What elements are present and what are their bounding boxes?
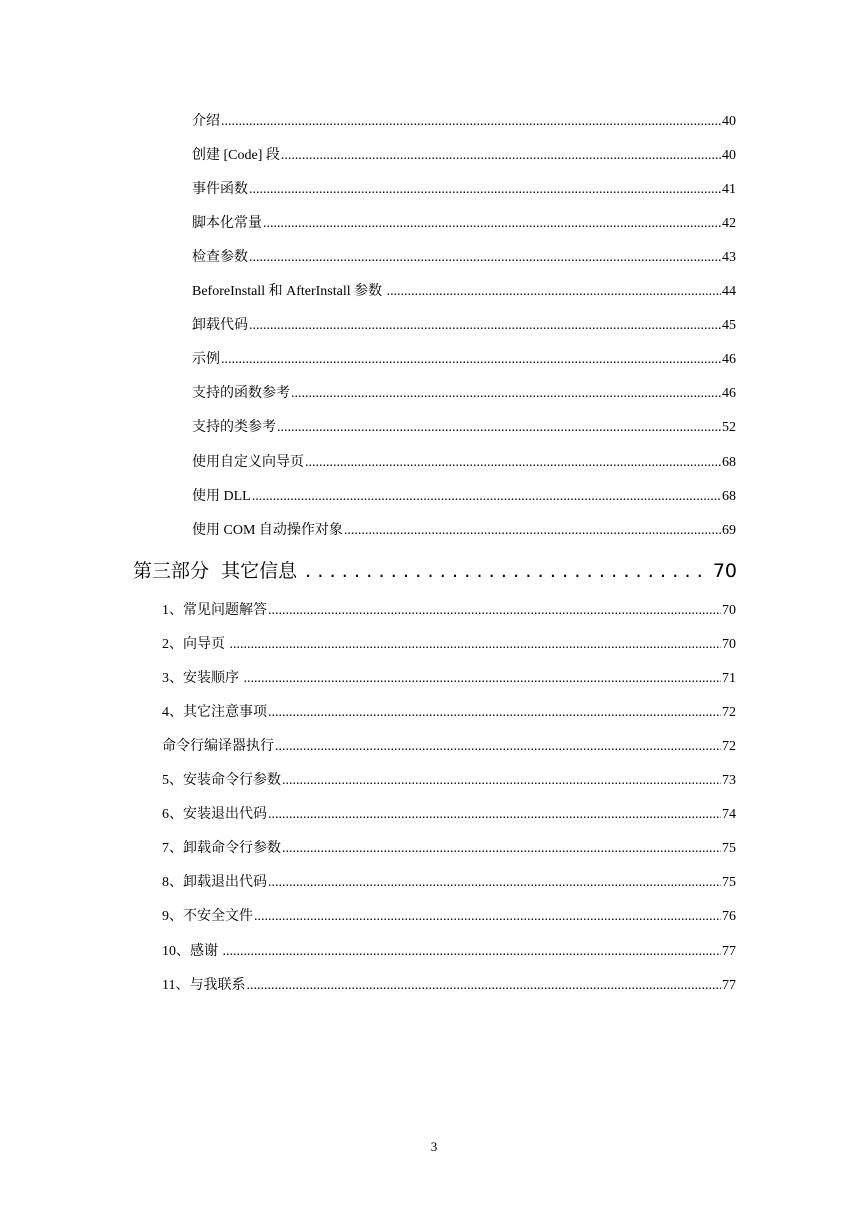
toc-entry[interactable]: [162, 908, 736, 926]
toc-entry-label: 4、其它注意事项: [162, 705, 267, 720]
toc-entry[interactable]: [162, 670, 736, 688]
toc-entry-label: 6、安装退出代码: [162, 807, 267, 822]
toc-entry-page: 71: [722, 671, 736, 686]
dot-leader: [252, 488, 721, 506]
toc-entry-page: 45: [722, 318, 736, 333]
dot-leader: [291, 385, 721, 403]
dot-leader: [249, 181, 721, 199]
toc-part-label: 第三部分 其它信息: [133, 560, 298, 582]
toc-entry-label: 创建 [Code] 段: [192, 148, 280, 163]
dot-leader: [282, 840, 721, 858]
toc-entry-label: 卸载代码: [192, 318, 248, 333]
toc-entry-page: 77: [722, 978, 736, 993]
dot-leader: [282, 772, 721, 790]
dot-leader: [244, 670, 722, 688]
toc-entry[interactable]: [162, 874, 736, 892]
dot-leader: [263, 215, 721, 233]
toc-entry-page: 70: [722, 603, 736, 618]
toc-entry-page: 68: [722, 455, 736, 470]
toc-entry-page: 73: [722, 773, 736, 788]
toc-entry-page: 46: [722, 352, 736, 367]
toc-entry-page: 40: [722, 148, 736, 163]
dot-leader: [221, 113, 721, 131]
toc-entry-label: 脚本化常量: [192, 216, 262, 231]
toc-entry-page: 74: [722, 807, 736, 822]
dot-leader: [221, 351, 721, 369]
toc-entry-label: 1、常见问题解答: [162, 603, 267, 618]
toc-entry[interactable]: [162, 772, 736, 790]
dot-leader: [277, 419, 721, 437]
dot-leader: [387, 283, 721, 301]
dot-leader: [254, 908, 721, 926]
toc-entry-page: 52: [722, 420, 736, 435]
toc-entry-label: 10、感谢: [162, 944, 222, 959]
toc-entry-label: 8、卸载退出代码: [162, 875, 267, 890]
toc-entry-label: 示例: [192, 352, 220, 367]
toc-entry-page: 70: [722, 637, 736, 652]
dot-leader: [223, 943, 722, 961]
toc-entry-label: 事件函数: [192, 182, 248, 197]
toc-entry-label: 使用 DLL: [192, 489, 251, 504]
dot-leader: [246, 977, 721, 995]
toc-entry-label: 支持的函数参考: [192, 386, 290, 401]
toc-entry-label: 使用自定义向导页: [192, 455, 304, 470]
toc-entry-label: 2、向导页: [162, 637, 229, 652]
dot-leader: [249, 249, 721, 267]
toc-entry[interactable]: [162, 977, 736, 995]
toc-entry-page: 72: [722, 705, 736, 720]
toc-entry-page: 40: [722, 114, 736, 129]
dot-leader: [268, 602, 721, 620]
dot-leader: [305, 454, 721, 472]
toc-entry[interactable]: [192, 317, 736, 335]
toc-entry-label: 11、与我联系: [162, 978, 246, 993]
toc-entry-label: 介绍: [192, 114, 220, 129]
toc-entry-label: 3、安装顺序: [162, 671, 243, 686]
toc-entry-page: 69: [722, 523, 736, 538]
dot-leader: [268, 704, 721, 722]
toc-entry-page: 41: [722, 182, 736, 197]
toc-entry-label: 命令行编译器执行: [162, 739, 274, 754]
toc-part-page: 70: [712, 560, 737, 582]
toc-entry[interactable]: [192, 249, 736, 267]
toc-entry[interactable]: [192, 385, 736, 403]
toc-entry[interactable]: [192, 488, 736, 506]
toc-entry-label: 支持的类参考: [192, 420, 276, 435]
toc-entry-label: 7、卸载命令行参数: [162, 841, 281, 856]
toc-entry-page: 76: [722, 909, 736, 924]
toc-entry[interactable]: [162, 840, 736, 858]
toc-entry-page: 46: [722, 386, 736, 401]
dot-leader: [344, 522, 721, 540]
toc-entry[interactable]: [162, 636, 736, 654]
toc-entry[interactable]: [192, 351, 736, 369]
dot-leader: [249, 317, 721, 335]
toc-entry[interactable]: [192, 113, 736, 131]
toc-entry[interactable]: [162, 943, 736, 961]
dot-leader: [275, 738, 721, 756]
toc-entry-page: 68: [722, 489, 736, 504]
toc-entry[interactable]: [192, 181, 736, 199]
dot-leader: [305, 559, 709, 583]
toc-entry-label: 5、安装命令行参数: [162, 773, 281, 788]
toc-entry-page: 43: [722, 250, 736, 265]
toc-entry[interactable]: [162, 704, 736, 722]
toc-entry[interactable]: [162, 806, 736, 824]
dot-leader: [281, 147, 721, 165]
toc-entry-page: 75: [722, 875, 736, 890]
toc-entry-label: BeforeInstall 和 AfterInstall 参数: [192, 284, 386, 299]
toc-entry-label: 检查参数: [192, 250, 248, 265]
toc-entry[interactable]: [192, 454, 736, 472]
dot-leader: [268, 874, 721, 892]
toc-entry-page: 42: [722, 216, 736, 231]
toc-entry[interactable]: [192, 522, 736, 540]
toc-entry-label: 9、不安全文件: [162, 909, 253, 924]
toc-part-heading[interactable]: [133, 559, 737, 583]
toc-entry[interactable]: [192, 215, 736, 233]
dot-leader: [230, 636, 722, 654]
toc-entry[interactable]: [192, 147, 736, 165]
toc-entry-label: 使用 COM 自动操作对象: [192, 523, 343, 538]
page-number: 3: [430, 1139, 438, 1154]
toc-entry-page: 75: [722, 841, 736, 856]
toc-entry[interactable]: [192, 283, 736, 301]
toc-entry-page: 72: [722, 739, 736, 754]
dot-leader: [268, 806, 721, 824]
toc-entry[interactable]: [162, 738, 736, 756]
toc-entry-page: 77: [722, 944, 736, 959]
toc-entry[interactable]: [192, 419, 736, 437]
toc-entry[interactable]: [162, 602, 736, 620]
toc-entry-page: 44: [722, 284, 736, 299]
